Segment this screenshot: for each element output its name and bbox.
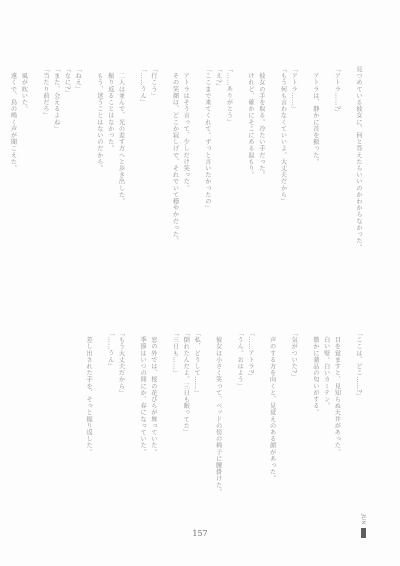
upper-text-block: 見つめている彼女に、何と答えたらいいのかわからなかった。 「アトラ……?」 アトラは、静かに首を振った。 「アトラ……」 「もう何も言わなくていいよ。大丈夫だから」 彼女の手を取る。冷たい手だった。 けれど、確かにそこにある温もり。 「……ありがとう」 「え?」 「ここまで来てくれて。ずっと言いたかったの」 アトラはそう言って、少しだけ笑った。 その笑顔は、どこか寂しげで、それでいて穏やかだった。 「行こう」 「……うん」 二人は並んで、光の差す方へと歩き出した。 振り返ることはなかった。 もう、迷うことはないのだから。 「ねえ」 「なに?」 「また、会えるよね」 「当たり前だろ」 風が吹いた。 遠くで、鳥の鳴く声が聞こえた。 [9, 66, 362, 251]
side-mark: JUN [360, 514, 366, 525]
lower-text-block: 「ここは、どこ……?」 目を覚ますと、見知らぬ天井があった。 白い壁。白いカーテン。 微かに薬品の匂いがする。 「気がついた?」 声のする方を向くと、見覚えのある顔があった。 「……アトラ?」 「うん。おはよう」 彼女は小さく笑って、ベッドの傍の椅子に腰掛けた。 「私、どうして……」 「倒れたんだよ。三日も眠ってた」 「三日も……」 窓の外では、桜の花びらが舞っていた。 季節はいつの間にか、春になっていた。 「もう大丈夫だから」 「……うん」 差し出された手を、そっと握り返した。 [85, 330, 362, 495]
side-bar-mark [361, 528, 366, 538]
page-number: 157 [192, 529, 208, 538]
